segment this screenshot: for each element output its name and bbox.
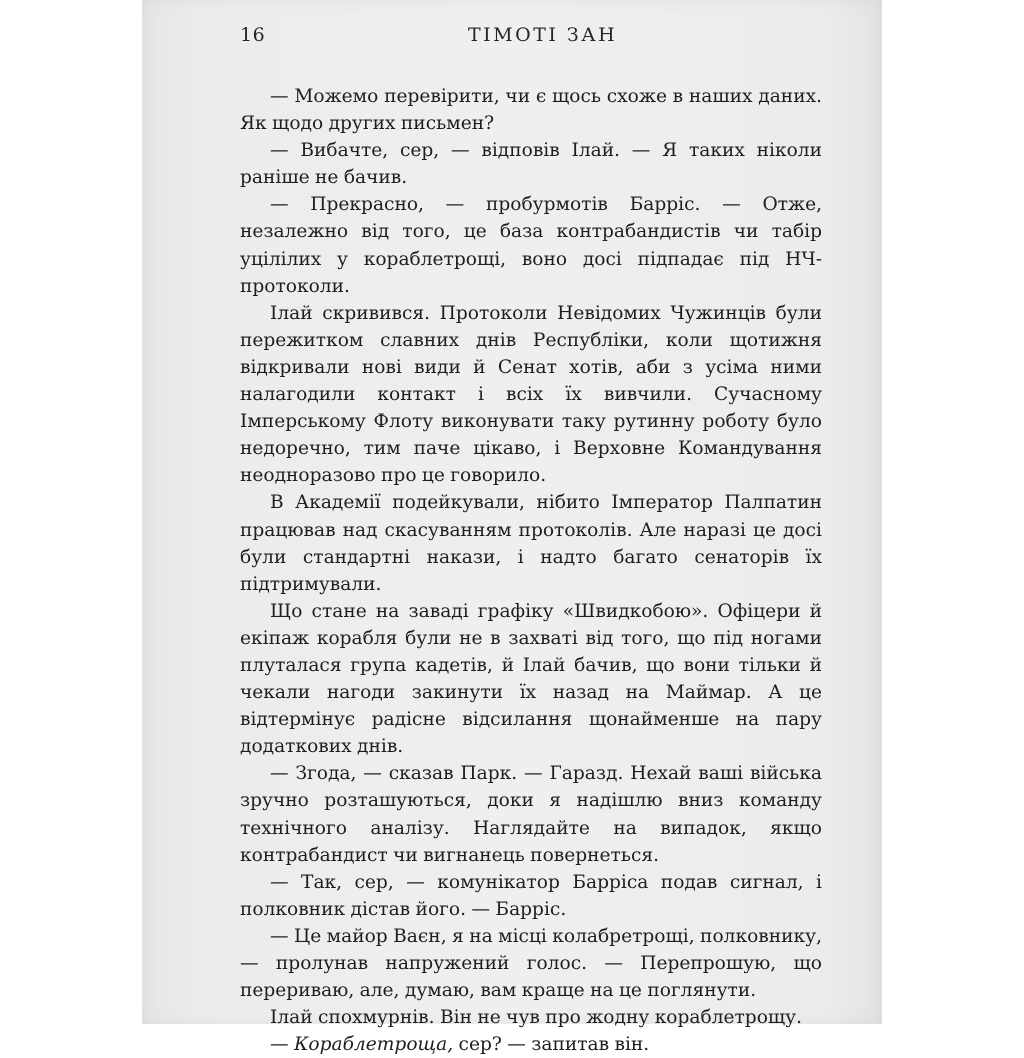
paragraph-last bbox=[240, 1031, 822, 1058]
paragraph: — Прекрасно, — пробурмотів Барріс. — Отже, незалежно від того, це база контрабандистів чи табір уцілілих у кораблетрощі, воно досі підпадає під НЧ-протоколи. bbox=[240, 194, 822, 297]
paragraph: Що стане на заваді графіку «Швидкобою». Офіцери й екіпаж корабля були не в захваті від того, що під ногами плуталася група кадетів, й Ілай бачив, що вони тільки й чекали нагоди закинути їх назад на Маймар. А це відтермінує радісне відсилання щонайменше на пару додаткових днів. bbox=[240, 600, 822, 758]
paragraph: — Можемо перевірити, чи є щось схоже в наших даних. Як щодо других письмен? bbox=[240, 86, 822, 135]
paragraph: Ілай спохмурнів. Він не чув про жодну кораблетрощу. bbox=[270, 1007, 803, 1029]
dialogue-dash: — bbox=[270, 1034, 295, 1056]
paragraph: Ілай скривився. Протоколи Невідомих Чужинців були пережитком славних днів Республіки, коли щотижня відкривали нові види й Сенат хотів, аби з усіма ними налагодили контакт і всіх їх вивчили. Сучасному Імперському Флоту виконувати таку рутинну роботу було недоречно, тим паче цікаво, і Верховне Командування неодноразово про це говорило. bbox=[240, 302, 822, 487]
running-head-author: ТІМОТІ ЗАН bbox=[468, 24, 618, 46]
page-number: 16 bbox=[240, 24, 266, 46]
book-page bbox=[142, 0, 882, 1056]
paragraph: — Вибачте, сер, — відповів Ілай. — Я таких ніколи раніше не бачив. bbox=[240, 140, 822, 189]
paragraph: — Це майор Ваєн, я на місці колабретрощі, полковнику, — пролунав напружений голос. — Перепрошую, що перериваю, але, думаю, вам краще на це поглянути. bbox=[240, 925, 822, 1002]
paragraph: — Так, сер, — комунікатор Барріса подав сигнал, і полковник дістав його. — Барріс. bbox=[240, 871, 822, 920]
paragraph: — Згода, — сказав Парк. — Гаразд. Нехай ваші війська зручно розташуються, доки я надішлю вниз команду технічного аналізу. Наглядайте на випадок, якщо контрабандист чи вигнанець повернеться. bbox=[240, 763, 822, 866]
body-text bbox=[240, 83, 822, 1058]
paragraph: В Академії подейкували, нібито Імператор Палпатин працював над скасуванням протоколів. Але наразі це досі були стандартні накази, і надто багато сенаторів їх підтримували. bbox=[240, 492, 822, 595]
running-head bbox=[142, 20, 882, 50]
italic-emphasis: Кораблетроща, bbox=[294, 1034, 454, 1056]
dialogue-rest: сер? — запитав він. bbox=[453, 1034, 650, 1056]
